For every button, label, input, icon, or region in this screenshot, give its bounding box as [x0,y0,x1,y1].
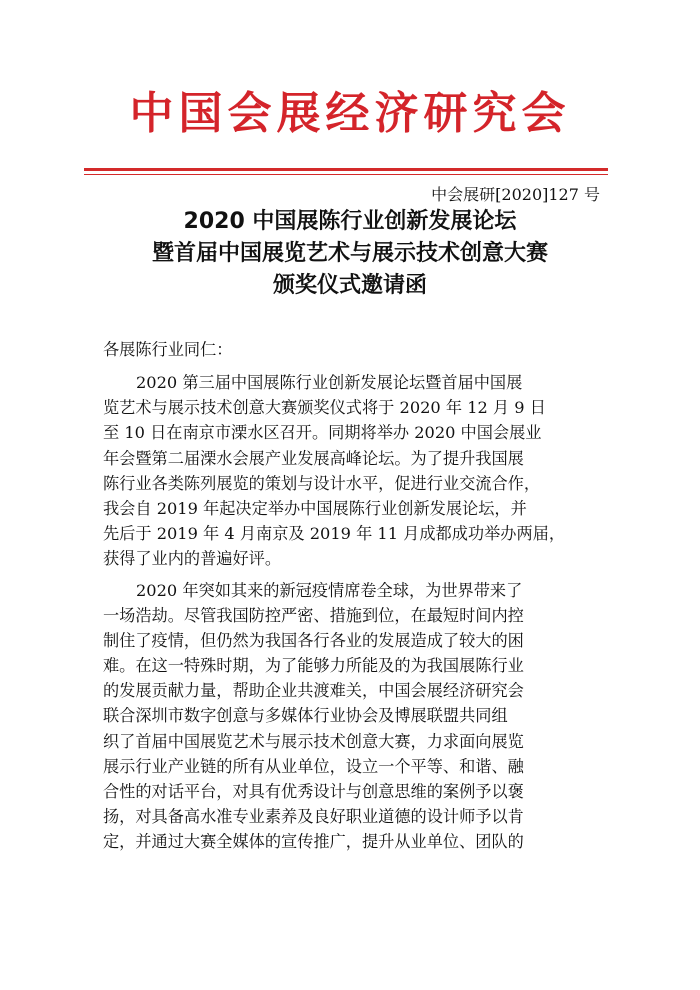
paragraph-line: 我会自 2019 年起决定举办中国展陈行业创新发展论坛，并 [103,498,527,518]
paragraph-line: 难。在这一特殊时期，为了能够力所能及的为我国展陈行业 [103,656,524,676]
paragraph-line: 至 10 日在南京市溧水区召开。同期将举办 2020 中国会展业 [103,423,542,443]
title-line: 2020 中国展陈行业创新发展论坛 [183,209,517,234]
paragraph-line: 陈行业各类陈列展览的策划与设计水平，促进行业交流合作， [103,473,541,493]
body-text [103,370,603,855]
paragraph-line: 合性的对话平台，对具有优秀设计与创意思维的案例予以褒 [103,782,524,801]
letterhead-org-name: 中国会展经济研究会 [129,88,571,139]
paragraph-line: 获得了业内的普遍好评。 [103,549,282,569]
title-line: 颁奖仪式邀请函 [272,273,427,298]
paragraph-line: 展示行业产业链的所有从业单位，设立一个平等、和谐、融 [103,756,524,776]
document-number: 中会展研[2020]127 号 [431,185,600,204]
paragraph-line: 织了首届中国展览艺术与展示技术创意大赛，力求面向展览 [103,731,524,751]
paragraph-line: 制住了疫情，但仍然为我国各行各业的发展造成了较大的困 [103,630,524,650]
paragraph-line: 定，并通过大赛全媒体的宣传推广，提升从业单位、团队的 [103,832,524,852]
paragraph-line: 先后于 2019 年 4 月南京及 2019 年 11 月成都成功举办两届， [103,524,566,544]
paragraph-line: 2020 年突如其来的新冠疫情席卷全球，为世界带来了 [136,580,523,600]
paragraph-line: 扬，对具备高水准专业素养及良好职业道德的设计师予以肯 [103,807,524,827]
paragraph-line: 2020 第三届中国展陈行业创新发展论坛暨首届中国展 [136,373,523,392]
letterhead-rule-thick [84,168,608,171]
paragraph-line: 览艺术与展示技术创意大赛颁奖仪式将于 2020 年 12 月 9 日 [103,398,546,418]
letterhead-rule-thin [84,174,608,175]
paragraph-line: 联合深圳市数字创意与多媒体行业协会及博展联盟共同组 [103,706,508,726]
document-title [0,206,700,302]
paragraph-line: 年会暨第二届溧水会展产业发展高峰论坛。为了提升我国展 [103,448,524,468]
paragraph-line: 一场浩劫。尽管我国防控严密、措施到位，在最短时间内控 [103,605,524,625]
paragraph-line: 的发展贡献力量，帮助企业共渡难关，中国会展经济研究会 [103,681,524,701]
title-line: 暨首届中国展览艺术与展示技术创意大赛 [151,241,548,266]
salutation: 各展陈行业同仁： [103,340,233,359]
